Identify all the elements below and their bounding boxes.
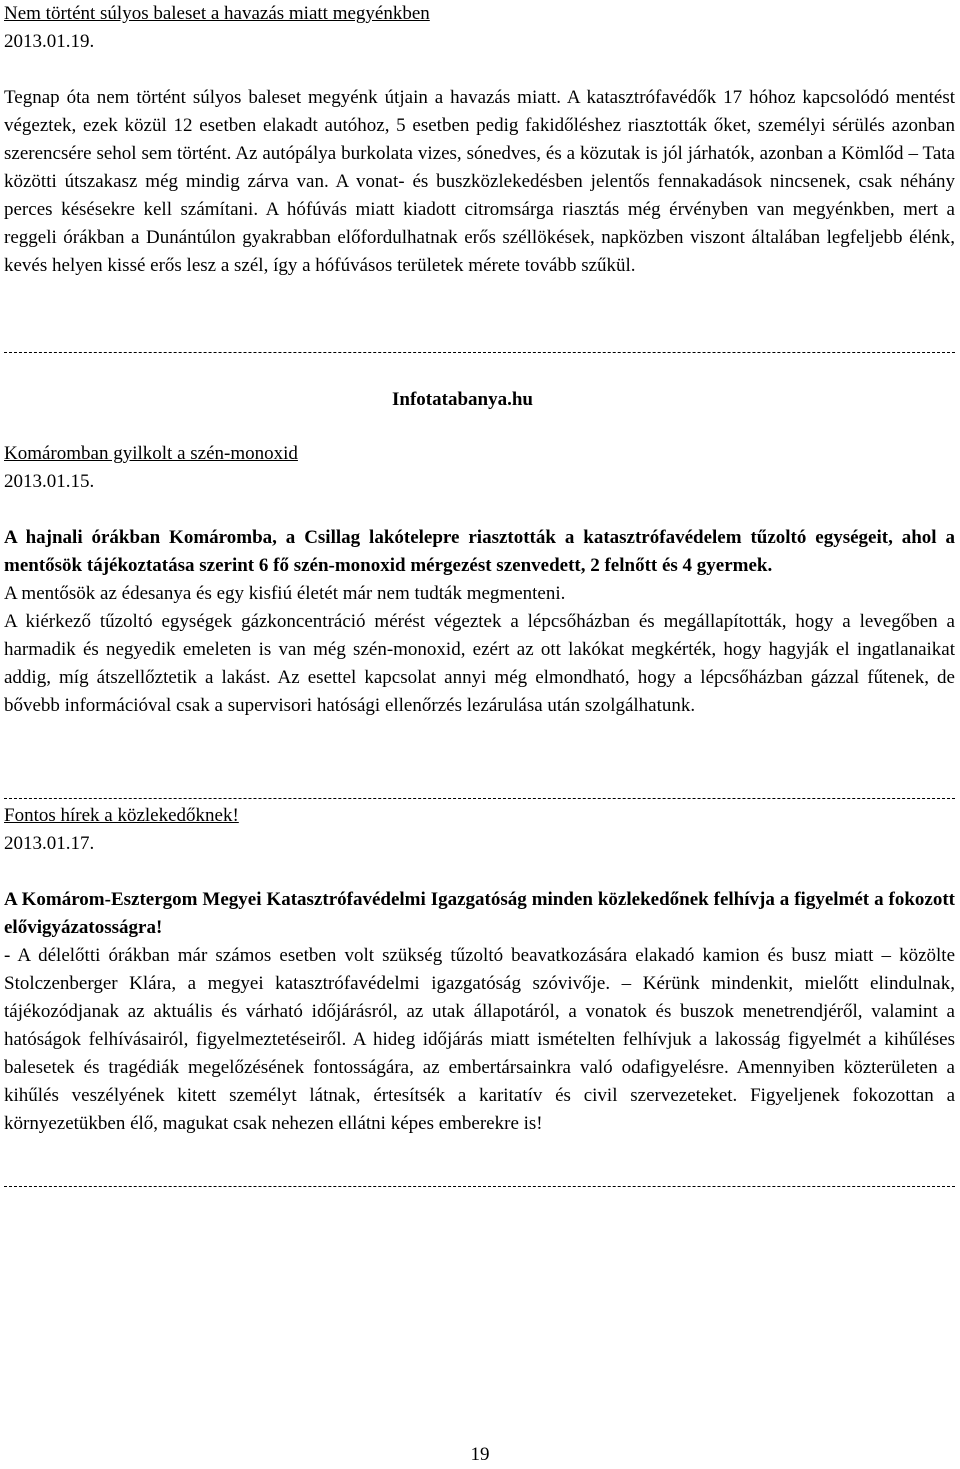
article-snowfall — [4, 0, 955, 280]
article-title: Komáromban gyilkolt a szén-monoxid — [4, 443, 298, 464]
article-paragraph: A kiérkező tűzoltó egységek gázkoncentráció mérést végeztek a lépcsőházban és megállapították, hogy a levegőben a harmadik és negyedik emeleten is van még szén-monoxid, ezért az ott lakókat megkérték, hogy hagyják el ingatlanaikat addig, míg átszellőztetik a lakást. Az esettel kapcsolat annyi még elmondható, hogy a lépcsőházban gázzal fűtenek, de bővebb információval csak a supervisori hatósági ellenőrzés lezárulása után szolgálhatunk. — [4, 611, 955, 716]
article-date: 2013.01.15. — [4, 471, 95, 492]
article-lead: A Komárom-Esztergom Megyei Katasztrófavédelmi Igazgatóság minden közlekedőnek felhívja a figyelmét a fokozott elővigyázatosságra! — [4, 889, 955, 938]
article-lead: A hajnali órákban Komáromba, a Csillag lakótelepre riasztották a katasztrófavédelem tűzoltó egységeit, ahol a mentősök tájékoztatása szerint 6 fő szén-monoxid mérgezést szenvedett, 2 felnőtt és 4 gyermek. — [4, 527, 955, 576]
article-traffic-news — [4, 802, 955, 1138]
article-title: Nem történt súlyos baleset a havazás miatt megyénkben — [4, 3, 430, 24]
article-paragraph: - A délelőtti órákban már számos esetben volt szükség tűzoltó beavatkozására elakadó kamion és busz miatt – közölte Stolczenberger Klára, a megyei katasztrófavédelmi igazgatóság szóvivője. – Kérünk mindenkit, mielőtt elindulnak, tájékozódjanak az aktuális és várható időjárásról, az utak állapotáról, a vonatok és buszok menetrendjéről, valamint a hatóságok felhívásairól, figyelmeztetéseiről. A hideg időjárás miatt ismételten felhívjuk a lakosság figyelmét a kihűléses balesetek és tragédiák megelőzésének fontosságára, az embertársainkra való odafigyelésre. Amennyiben közterületen a kihűlés veszélyének kitett személyt látnak, értesítsék a karitatív és civil szervezeteket. Figyeljenek fokozottan a környezetükben élő, magukat csak nehezen ellátni képes emberekre is! — [4, 945, 955, 1134]
article-date: 2013.01.19. — [4, 31, 95, 52]
article-title: Fontos hírek a közlekedőknek! — [4, 805, 239, 826]
article-date: 2013.01.17. — [4, 833, 95, 854]
article-paragraph: A mentősök az édesanya és egy kisfiú életét már nem tudták megmenteni. — [4, 583, 566, 604]
separator — [4, 1186, 955, 1187]
article-carbon-monoxide — [4, 440, 955, 720]
separator — [4, 352, 955, 353]
separator — [4, 798, 955, 799]
article-paragraph: Tegnap óta nem történt súlyos baleset megyénk útjain a havazás miatt. A katasztrófavédők 17 hóhoz kapcsolódó mentést végeztek, ezek közül 12 esetben elakadt autóhoz, 5 esetben pedig fakidőléshez riasztották őket, személyi sérülés azonban szerencsére sehol sem történt. Az autópálya burkolata vizes, sónedves, és a közutak is jól járhatók, azonban a Kömlőd – Tata közötti útszakasz még mindig zárva van. A vonat- és buszközlekedésben jelentős fennakadások nincsenek, csak néhány perces késésekre kell számítani. A hófúvás miatt kiadott citromsárga riasztás még érvényben van megyénkben, mert a reggeli órákban a Dunántúlon gyakrabban előfordulhatnak erős széllökések, napközben viszont általában legfeljebb élénk, kevés helyen kissé erős lesz a szél, így a hófúvásos területek mérete tovább szűkül. — [4, 87, 955, 276]
source-label: Infotatabanya.hu — [392, 389, 533, 410]
page-number: 19 — [470, 1444, 490, 1465]
